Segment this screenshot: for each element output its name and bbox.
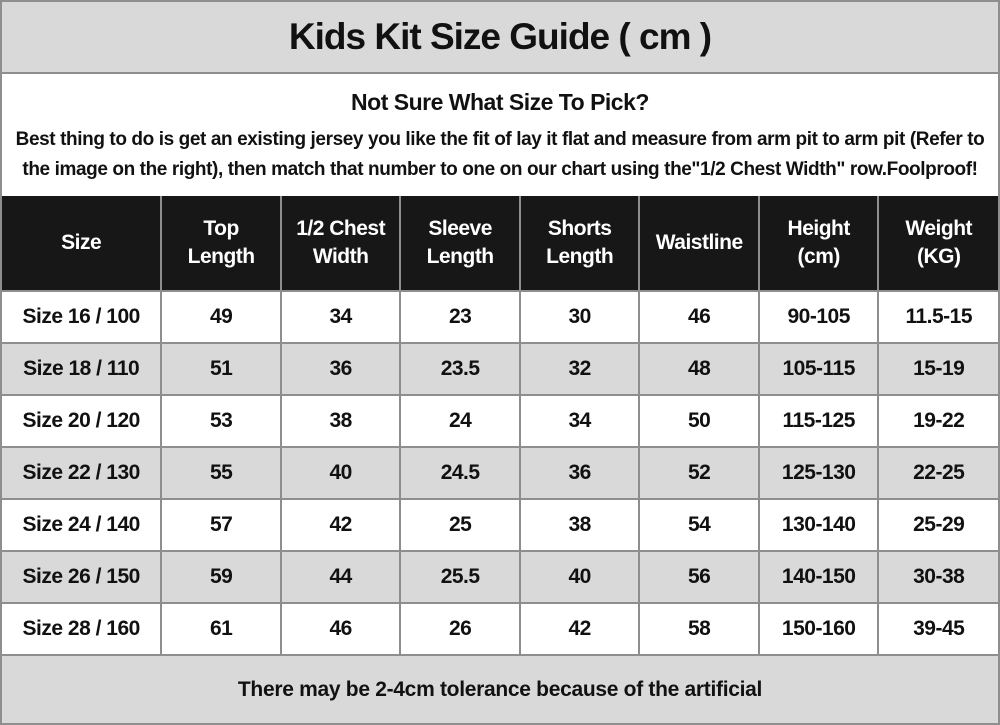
note-body: Best thing to do is get an existing jersey you like the fit of lay it flat and measure from arm pit to arm pit (Refer to the image on the right), then match that number to one on our chart using the"1/2 Chest Width" row.Foolproof! — [15, 129, 985, 181]
table-cell: 140-150 — [759, 551, 879, 603]
table-cell: 36 — [520, 447, 640, 499]
table-cell: 24.5 — [400, 447, 520, 499]
row-size-label: Size 22 / 130 — [2, 447, 161, 499]
table-cell: 130-140 — [759, 499, 879, 551]
table-cell: 25 — [400, 499, 520, 551]
table-cell: 44 — [281, 551, 401, 603]
table-cell: 55 — [161, 447, 281, 499]
table-row — [2, 395, 998, 447]
table-cell: 36 — [281, 343, 401, 395]
table-cell: 34 — [281, 291, 401, 343]
table-cell: 49 — [161, 291, 281, 343]
table-cell: 40 — [520, 551, 640, 603]
row-size-label: Size 26 / 150 — [2, 551, 161, 603]
table-row — [2, 551, 998, 603]
note-section — [2, 74, 998, 196]
table-cell: 56 — [639, 551, 759, 603]
table-cell: 30 — [520, 291, 640, 343]
table-cell: 125-130 — [759, 447, 879, 499]
table-cell: 42 — [520, 603, 640, 655]
note-heading: Not Sure What Size To Pick? — [351, 89, 649, 115]
table-cell: 59 — [161, 551, 281, 603]
table-cell: 38 — [520, 499, 640, 551]
table-cell: 19-22 — [878, 395, 998, 447]
table-cell: 50 — [639, 395, 759, 447]
table-cell: 23.5 — [400, 343, 520, 395]
table-cell: 30-38 — [878, 551, 998, 603]
table-row — [2, 291, 998, 343]
table-cell: 23 — [400, 291, 520, 343]
table-cell: 52 — [639, 447, 759, 499]
table-cell: 24 — [400, 395, 520, 447]
column-header-size: Size — [2, 196, 161, 291]
row-size-label: Size 24 / 140 — [2, 499, 161, 551]
column-header-height: Height (cm) — [759, 196, 879, 291]
table-cell: 61 — [161, 603, 281, 655]
column-header-waistline: Waistline — [639, 196, 759, 291]
row-size-label: Size 28 / 160 — [2, 603, 161, 655]
table-cell: 48 — [639, 343, 759, 395]
page-title-band — [2, 2, 998, 74]
table-cell: 105-115 — [759, 343, 879, 395]
table-cell: 150-160 — [759, 603, 879, 655]
table-cell: 46 — [281, 603, 401, 655]
table-cell: 39-45 — [878, 603, 998, 655]
row-size-label: Size 18 / 110 — [2, 343, 161, 395]
table-cell: 54 — [639, 499, 759, 551]
table-row — [2, 447, 998, 499]
column-header-top-length: Top Length — [161, 196, 281, 291]
table-cell: 38 — [281, 395, 401, 447]
table-cell: 53 — [161, 395, 281, 447]
column-header-half-chest-width: 1/2 Chest Width — [281, 196, 401, 291]
column-header-weight: Weight (KG) — [878, 196, 998, 291]
table-row — [2, 343, 998, 395]
table-cell: 51 — [161, 343, 281, 395]
table-cell: 46 — [639, 291, 759, 343]
table-cell: 42 — [281, 499, 401, 551]
table-cell: 57 — [161, 499, 281, 551]
table-cell: 115-125 — [759, 395, 879, 447]
table-cell: 26 — [400, 603, 520, 655]
table-cell: 32 — [520, 343, 640, 395]
page-title: Kids Kit Size Guide ( cm ) — [288, 16, 712, 57]
table-cell: 58 — [639, 603, 759, 655]
footer-band — [2, 656, 998, 723]
table-cell: 90-105 — [759, 291, 879, 343]
size-table — [2, 196, 998, 656]
table-row — [2, 499, 998, 551]
tolerance-note: There may be 2-4cm tolerance because of the artificial — [237, 677, 763, 701]
table-cell: 25.5 — [400, 551, 520, 603]
table-cell: 34 — [520, 395, 640, 447]
column-header-sleeve-length: Sleeve Length — [400, 196, 520, 291]
table-row — [2, 603, 998, 655]
table-cell: 15-19 — [878, 343, 998, 395]
table-header-row — [2, 196, 998, 291]
row-size-label: Size 16 / 100 — [2, 291, 161, 343]
table-cell: 40 — [281, 447, 401, 499]
row-size-label: Size 20 / 120 — [2, 395, 161, 447]
column-header-shorts-length: Shorts Length — [520, 196, 640, 291]
table-cell: 22-25 — [878, 447, 998, 499]
table-cell: 11.5-15 — [878, 291, 998, 343]
table-cell: 25-29 — [878, 499, 998, 551]
